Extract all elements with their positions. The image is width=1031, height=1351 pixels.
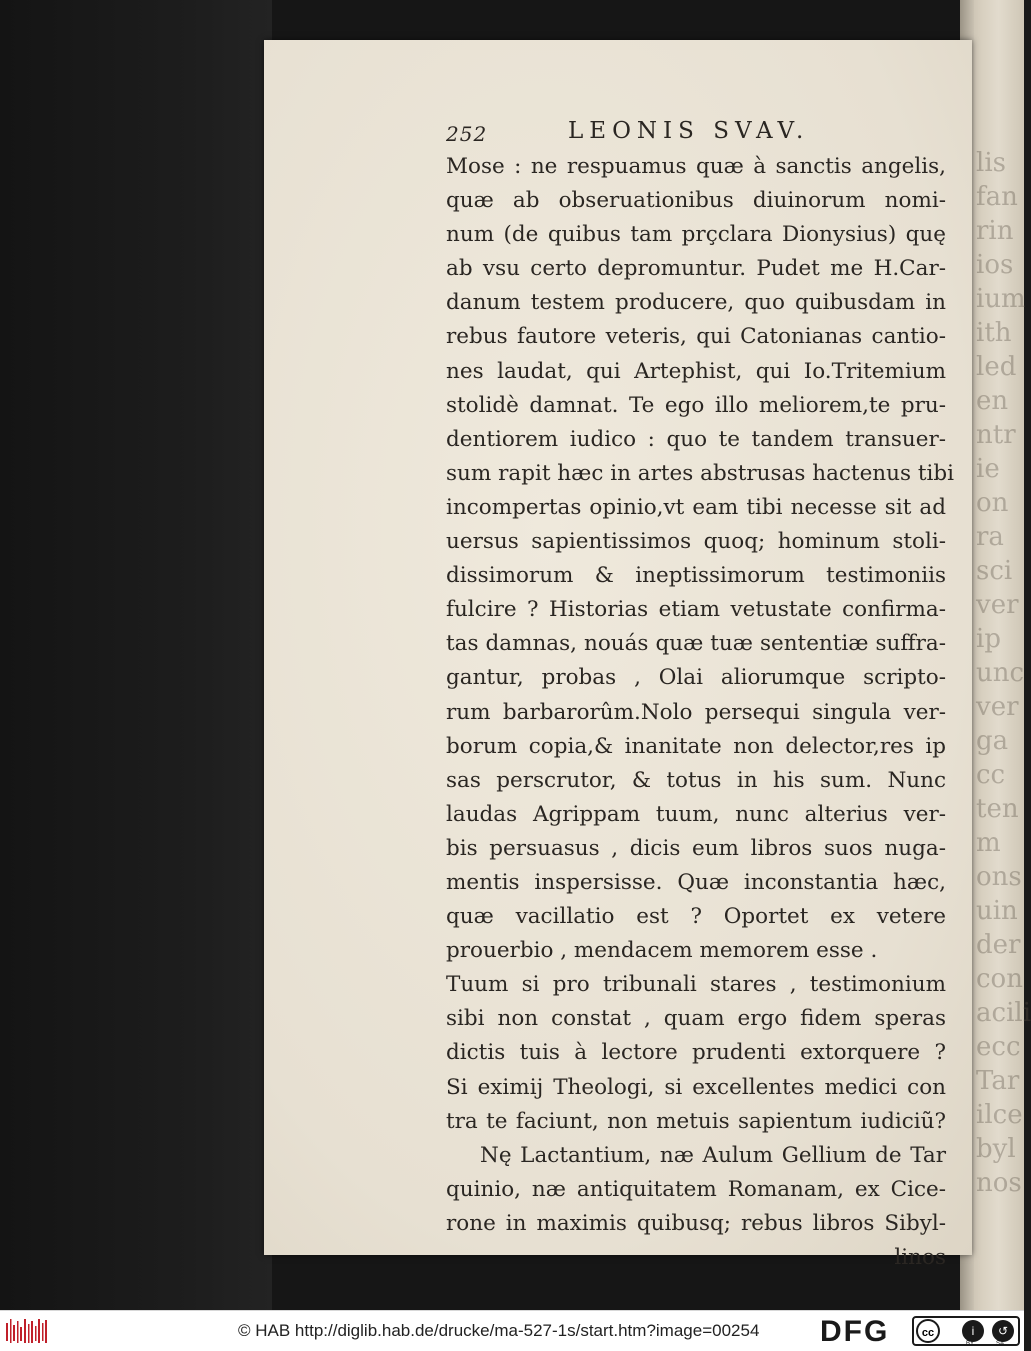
bleed-through-text: rin <box>976 216 1014 246</box>
text-line: mentis inspersisse. Quæ inconstantia hæc, <box>446 869 946 895</box>
text-line: fulcire ? Historias etiam vetustate confirma- <box>446 597 946 623</box>
bleed-through-text: ga <box>976 726 1009 756</box>
page-text <box>446 118 955 1275</box>
bleed-through-text: m <box>976 828 1001 858</box>
bleed-through-text: ith <box>976 318 1012 348</box>
running-title: LEONIS SVAV. <box>568 118 810 144</box>
text-line: danum testem producere, quo quibusdam in <box>446 290 946 316</box>
share-alike-icon: ↺ <box>992 1320 1014 1342</box>
text-line: prouerbio , mendacem memorem esse . <box>446 938 878 964</box>
text-line: borum copia,& inanitate non delector,res ip <box>446 733 946 759</box>
text-line: rum barbarorûm.Nolo persequi singula ver- <box>446 699 946 725</box>
bleed-through-text: acili <box>976 998 1031 1028</box>
bleed-through-text: fan <box>976 182 1018 212</box>
cc-icon: cc <box>916 1319 940 1343</box>
text-line: quinio, næ antiquitatem Romanam, ex Cice- <box>446 1176 946 1202</box>
book-cover-shadow <box>0 0 272 1310</box>
text-line: laudas Agrippam tuum, nunc alterius ver- <box>446 801 946 827</box>
text-line: uersus sapientissimos quoq; hominum stoli- <box>446 529 946 555</box>
bleed-through-text: ver <box>976 692 1019 722</box>
bleed-through-text: ons <box>976 862 1022 892</box>
bleed-through-text: byl <box>976 1134 1016 1164</box>
bleed-through-text: led <box>976 352 1017 382</box>
bleed-through-text: nos <box>976 1168 1022 1198</box>
bleed-through-text: cc <box>976 760 1006 790</box>
bleed-through-text: sci <box>976 556 1013 586</box>
bleed-through-text: der <box>976 930 1021 960</box>
copyright-link[interactable]: © HAB http://diglib.hab.de/drucke/ma-527-1s/start.htm?image=00254 <box>238 1321 760 1340</box>
text-line: Tuum si pro tribunali stares , testimonium <box>446 972 946 998</box>
text-line: sibi non constat , quam ergo fidem speras <box>446 1006 946 1032</box>
dfg-logo[interactable]: DFG <box>820 1315 890 1348</box>
bleed-through-text: ten <box>976 794 1019 824</box>
running-header <box>446 118 946 150</box>
text-line: dictis tuis à lectore prudenti extorquere ? <box>446 1040 946 1066</box>
bleed-through-text: ver <box>976 590 1019 620</box>
text-line: quæ ab obseruationibus diuinorum nomi- <box>446 188 946 214</box>
text-line: num (de quibus tam prçclara Dionysius) quę <box>446 222 946 248</box>
bleed-through-text: Tar <box>976 1066 1020 1096</box>
cc-by-label: BY <box>966 1341 975 1347</box>
bleed-through-text: en <box>976 386 1009 416</box>
text-line: nes laudat, qui Artephist, qui Io.Tritemium <box>446 358 946 384</box>
text-line: rone in maximis quibusq; rebus libros Sibyl- <box>446 1210 946 1236</box>
text-line: quæ vacillatio est ? Oportet ex vetere <box>446 904 946 930</box>
text-line: tas damnas, nouás quæ tuæ sententiæ suffra- <box>446 631 946 657</box>
bleed-through-text: lis <box>976 148 1006 178</box>
bleed-through-text: ecc <box>976 1032 1021 1062</box>
text-line: sas perscrutor, & totus in his sum. Nunc <box>446 767 946 793</box>
text-line: stolidè damnat. Te ego illo meliorem,te pru- <box>446 392 946 418</box>
cc-sa-label: SA <box>996 1341 1005 1347</box>
bleed-through-text: con <box>976 964 1023 994</box>
text-line: Si eximij Theologi, si excellentes medici con <box>446 1074 946 1100</box>
text-line: Mose : ne respuamus quæ à sanctis angelis, <box>446 154 946 179</box>
hab-barcode-logo-icon <box>6 1319 48 1343</box>
attribution-icon: i <box>962 1320 984 1342</box>
text-line: gantur, probas , Olai aliorumque scripto- <box>446 665 946 691</box>
catchword: linos <box>894 1245 946 1270</box>
bleed-through-text: ntr <box>976 420 1016 450</box>
text-line: bis persuasus , dicis eum libros suos nuga- <box>446 835 946 861</box>
text-line: rebus fautore veteris, qui Catonianas cantio- <box>446 324 946 350</box>
bleed-through-text: ilce <box>976 1100 1023 1130</box>
text-line: Nę Lactantium, næ Aulum Gellium de Tar <box>480 1142 946 1168</box>
text-lines <box>446 150 955 1241</box>
bleed-through-text: ie <box>976 454 1000 484</box>
bleed-through-text: ios <box>976 250 1014 280</box>
text-line: dissimorum & ineptissimorum testimoniis <box>446 563 946 589</box>
text-line: sum rapit hæc in artes abstrusas hactenus tibi <box>446 460 955 486</box>
footer-bar <box>0 1310 1024 1351</box>
text-line: ab vsu certo depromuntur. Pudet me H.Car- <box>446 256 946 282</box>
bleed-through-text: ip <box>976 624 1001 654</box>
bleed-through-text: ra <box>976 522 1004 552</box>
text-line: dentiorem iudico : quo te tandem transuer- <box>446 426 946 452</box>
text-line: tra te faciunt, non metuis sapientum iudiciũ? <box>446 1108 946 1134</box>
bleed-through-text: unc <box>976 658 1025 688</box>
cc-license-badge[interactable] <box>912 1316 1020 1346</box>
text-line: incompertas opinio,vt eam tibi necesse sit ad <box>446 494 946 520</box>
bleed-through-text: uin <box>976 896 1018 926</box>
page-number: 252 <box>446 122 488 146</box>
bleed-through-text: ium <box>976 284 1026 314</box>
bleed-through-text: on <box>976 488 1009 518</box>
